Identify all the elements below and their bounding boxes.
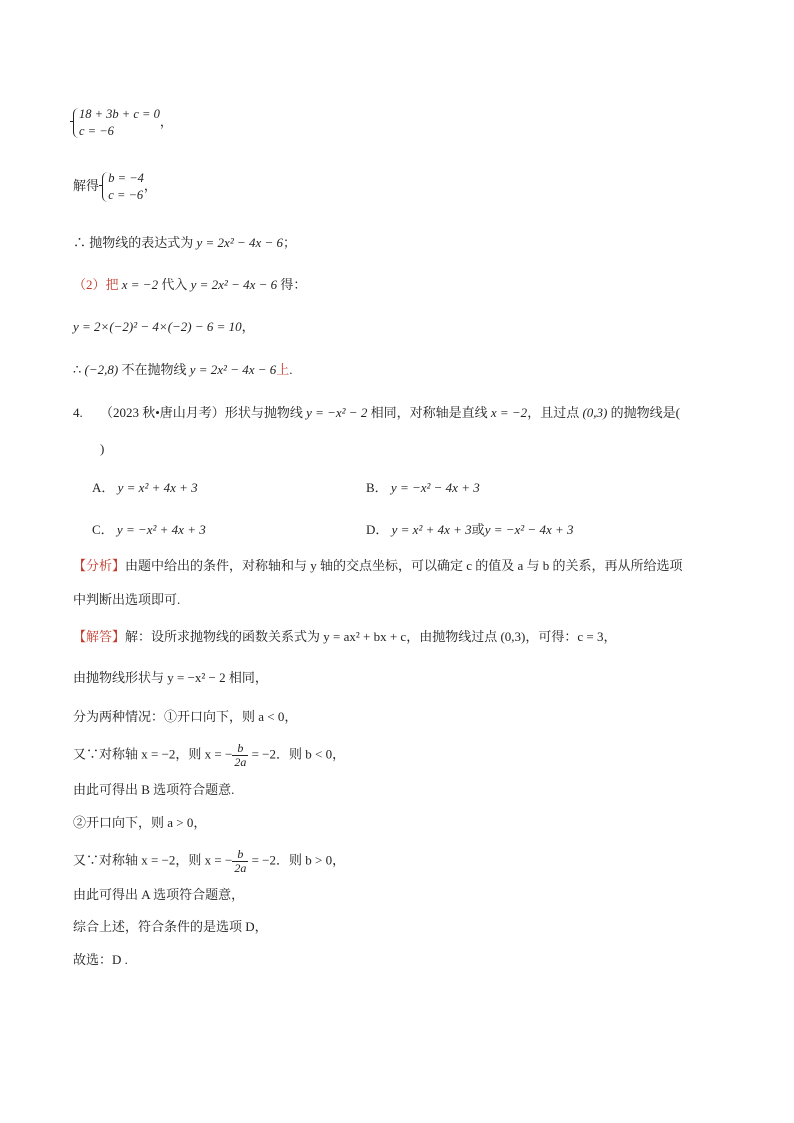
question-text-2: 相同，对称轴是直线: [367, 405, 491, 420]
analysis-line-1: [73, 557, 683, 575]
solve-line: [73, 170, 157, 204]
expression-formula: y = 2x² − 4x − 6: [196, 235, 284, 250]
option-c-formula: y = −x² + 4x + 3: [116, 522, 206, 537]
analysis-line-2: 中判断出选项即可.: [73, 592, 181, 607]
solve-system: [102, 170, 144, 204]
conclusion-tail: .: [289, 362, 293, 377]
option-a-formula: y = x² + 4x + 3: [117, 480, 198, 495]
answer-line-10: 故选：D .: [73, 952, 128, 967]
solve-row-2: c = −6: [108, 188, 144, 202]
answer-line-8: 由此可得出 A 选项符合题意，: [73, 887, 245, 902]
expression-tail: ；: [283, 235, 297, 250]
question-text-3: ，且过点: [527, 405, 583, 420]
question-text-1: 形状与抛物线: [224, 405, 307, 420]
answer-tag: 【解答】: [73, 629, 126, 644]
solve-tail: ，: [143, 177, 157, 193]
expression-prefix: ∴ 抛物线的表达式为: [73, 235, 197, 250]
expression-line: [73, 234, 296, 252]
question-formula: y = −x² − 2: [306, 405, 368, 420]
answer-line-6: ②开口向下，则 a > 0，: [73, 815, 207, 830]
option-d-formula-2: y = −x² − 4x + 3: [484, 522, 574, 537]
part2-mid: 代入: [158, 277, 191, 292]
part2-formula: y = 2x² − 4x − 6: [190, 277, 278, 292]
answer-line-4: [73, 742, 345, 769]
part2-x: x = −2: [121, 277, 159, 292]
option-b[interactable]: [366, 479, 480, 497]
answer-line-1: [73, 628, 616, 646]
answer-line-7: [73, 848, 345, 875]
answer-line-3: 分为两种情况：①开口向下，则 a < 0，: [73, 709, 298, 724]
calculation-tail: ，: [241, 319, 255, 334]
fraction-b-over-2a-2: [232, 848, 248, 875]
brace-system: [73, 106, 160, 140]
option-b-formula: y = −x² − 4x + 3: [390, 480, 480, 495]
analysis-tag: 【分析】: [73, 558, 126, 573]
fraction-numerator: b: [232, 742, 248, 756]
question-text-4: 的抛物线是(: [607, 405, 680, 420]
option-b-label: B．: [366, 480, 388, 495]
question-close: ): [100, 441, 105, 456]
fraction-numerator-2: b: [232, 848, 248, 862]
answer-line-5: 由此可得出 B 选项符合题意.: [73, 782, 235, 797]
part2-tail: 得：: [277, 277, 307, 292]
question-number: 4.: [73, 405, 83, 420]
fraction-denominator: 2a: [234, 755, 247, 769]
solve-prefix: 解得: [73, 177, 100, 193]
system-row-2: c = −6: [79, 124, 114, 138]
question-4: [73, 404, 680, 422]
analysis-text-1: 由题中给出的条件，对称轴和与 y 轴的交点坐标，可以确定 c 的值及 a 与 b 的关系，再从所给选项: [125, 558, 683, 573]
question-axis: x = −2: [490, 405, 528, 420]
option-c-label: C．: [92, 522, 114, 537]
part2-line: [73, 276, 306, 294]
option-d-formula: y = x² + 4x + 3: [391, 522, 472, 537]
option-d[interactable]: [366, 521, 574, 539]
question-source: （2023 秋•唐山月考）: [100, 405, 225, 420]
fraction-denominator-2: 2a: [234, 861, 247, 875]
answer-line-7-a: 又∵对称轴 x = −2，则 x = −: [73, 852, 233, 868]
fraction-b-over-2a: [232, 742, 248, 769]
option-a[interactable]: [92, 479, 198, 497]
system-row-1: 18 + 3b + c = 0: [79, 107, 160, 121]
calculation-line: [73, 318, 255, 336]
answer-line-4-a: 又∵对称轴 x = −2，则 x = −: [73, 746, 233, 762]
conclusion-point: (−2,8): [84, 362, 119, 377]
option-a-label: A．: [92, 480, 115, 495]
answer-line-2: 由抛物线形状与 y = −x² − 2 相同，: [73, 670, 268, 685]
answer-line-9: 综合上述，符合条件的是选项 D，: [73, 919, 268, 934]
option-d-label: D．: [366, 522, 389, 537]
conclusion-mid: 不在抛物线: [118, 362, 190, 377]
conclusion-up: 上: [276, 362, 290, 377]
part2-prefix: （2）把: [73, 277, 122, 292]
option-c[interactable]: [92, 521, 206, 539]
calculation-text: y = 2×(−2)² − 4×(−2) − 6 = 10: [73, 319, 242, 334]
conclusion-line: [73, 361, 293, 379]
system-tail: ，: [159, 113, 173, 129]
answer-line-4-b: = −2．则 b < 0，: [248, 746, 346, 762]
conclusion-prefix: ∴: [73, 362, 85, 377]
answer-text-1: 解：设所求抛物线的函数关系式为 y = ax² + bx + c，由抛物线过点 (0,3)，可得：c = 3，: [125, 629, 617, 644]
answer-line-7-b: = −2．则 b > 0，: [248, 852, 346, 868]
option-d-or: 或: [471, 522, 485, 537]
equation-system: [73, 106, 173, 140]
solve-row-1: b = −4: [108, 171, 144, 185]
question-point: (0,3): [582, 405, 608, 420]
conclusion-formula: y = 2x² − 4x − 6: [189, 362, 277, 377]
